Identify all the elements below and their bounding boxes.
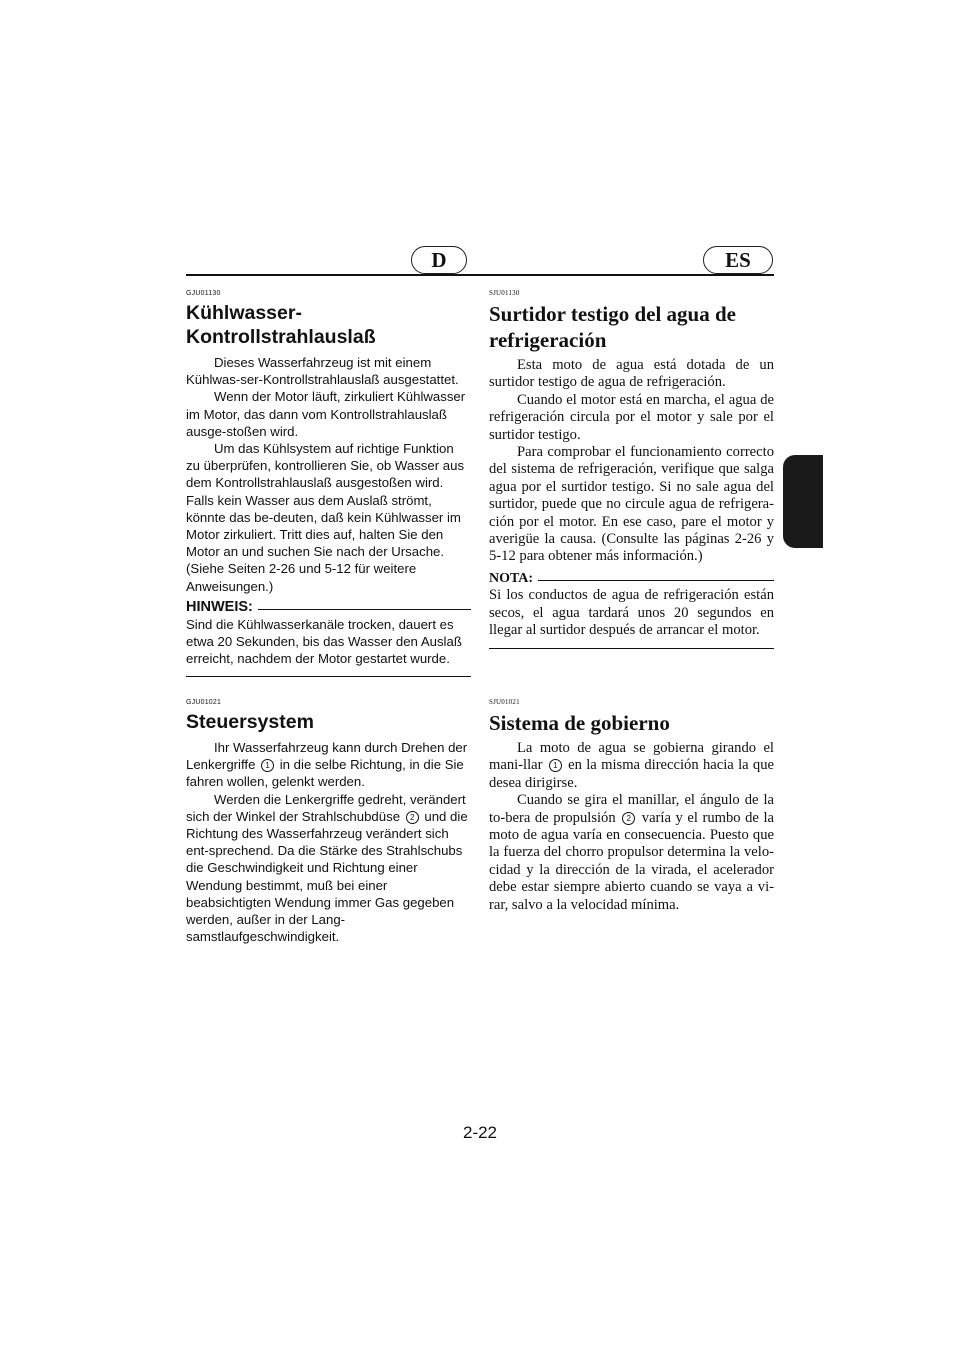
- spanish-section-steering: [489, 698, 774, 914]
- note-end-rule: [489, 648, 774, 649]
- language-badge-german: D: [411, 246, 467, 274]
- paragraph: Para comprobar el funcionamiento correcto del sistema de refrigeración, verifique que salga agua por el surtidor testigo. Si no sale agua del surtidor, puede que no circule agua de refrigera-ción por el motor. En ese caso, pare el motor y averigüe la causa. (Consulte las páginas 2-26 y 5-12 para obtener más información.): [489, 444, 774, 565]
- section-heading: Sistema de gobierno: [489, 711, 670, 735]
- section-code: GJU01130: [186, 290, 221, 297]
- note-heading: [186, 599, 471, 616]
- callout-1-icon: 1: [261, 759, 274, 772]
- german-section-steering: [186, 698, 471, 945]
- german-section-coolant-check: [186, 289, 471, 677]
- section-code: GJU01021: [186, 699, 222, 706]
- section-heading: Kühlwasser-Kontrollstrahlauslaß: [186, 302, 376, 348]
- note-rule: [258, 609, 471, 610]
- page-number: 2-22: [462, 1123, 498, 1142]
- section-heading: Surtidor testigo del agua de refrigeración: [489, 302, 736, 352]
- note-end-rule: [186, 676, 471, 677]
- paragraph: Cuando el motor está en marcha, el agua de refrigeración circula por el motor y sale por el surtidor testigo.: [489, 391, 774, 443]
- paragraph: Cuando se gira el manillar, el ángulo de la to-bera de propulsión 2 varía y el rumbo de la moto de agua varía en consecuencia. Puesto que la fuerza del chorro propulsor determina la velo-cidad y la dirección de la virada, el acelerador debe estar siempre abierto cuando se vaya a vi-rar, salvo a la velocidad mínima.: [489, 792, 774, 913]
- callout-2-icon: 2: [406, 811, 419, 824]
- paragraph: Werden die Lenkergriffe gedreht, verändert sich der Winkel der Strahlschubdüse 2 und die Richtung des Wasserfahrzeug verändert sich ent-sprechend. Da die Stärke des Strahlschubs die Geschwindigkeit und Richtung einer Wendung bestimmt, muß bei einer beabsichtigten Wendung immer Gas gegeben werden, außer in der Lang-samstlaufgeschwindigkeit.: [186, 791, 468, 945]
- callout-1-icon: 1: [549, 759, 562, 772]
- spanish-section-coolant-check: [489, 289, 774, 649]
- header-divider: [186, 274, 774, 276]
- note-label: HINWEIS:: [186, 598, 253, 615]
- chapter-thumb-tab: [783, 455, 823, 548]
- section-code: SJU01021: [489, 698, 520, 706]
- paragraph: La moto de agua se gobierna girando el mani-llar 1 en la misma dirección hacia la que desea dirigirse.: [489, 740, 774, 791]
- section-code: SJU01130: [489, 289, 520, 297]
- section-heading: Steuersystem: [186, 711, 314, 733]
- paragraph: Wenn der Motor läuft, zirkuliert Kühlwasser im Motor, das dann vom Kontrollstrahlauslaß ausge-stoßen wird.: [186, 389, 466, 439]
- paragraph: Ihr Wasserfahrzeug kann durch Drehen der Lenkergriffe 1 in die selbe Richtung, in die Sie fahren wollen, gelenkt werden.: [186, 740, 468, 790]
- paragraph: Esta moto de agua está dotada de un surtidor testigo de agua de refrigeración.: [489, 357, 774, 391]
- paragraph: Dieses Wasserfahrzeug ist mit einem Kühlwas-ser-Kontrollstrahlauslaß ausgestattet.: [186, 355, 459, 388]
- callout-2-icon: 2: [622, 812, 635, 825]
- note-text: Si los conductos de agua de refrigeración están secos, el agua tardará unos 20 segundos en llegar al surtidor después de arrancar el motor.: [489, 587, 774, 639]
- note-label: NOTA:: [489, 570, 534, 586]
- page-header: [186, 246, 774, 278]
- paragraph: Um das Kühlsystem auf richtige Funktion zu überprüfen, kontrollieren Sie, ob Wasser aus dem Kontrollstrahlauslaß ausgestoßen wird. Falls kein Wasser aus dem Auslaß strömt, könnte das be-deuten, daß kein Kühlwasser im Motor zirkuliert. Tritt dies auf, halten Sie den Motor an und suchen Sie nach der Ursache. (Siehe Seiten 2-26 und 5-12 für weitere Anweisungen.): [186, 441, 465, 594]
- note-text: Sind die Kühlwasserkanäle trocken, dauert es etwa 20 Sekunden, bis das Wasser den Auslaß erreicht, nachdem der Motor gestartet wurde.: [186, 617, 462, 667]
- note-heading: [489, 570, 774, 587]
- language-badge-spanish: ES: [703, 246, 773, 274]
- note-rule: [538, 580, 774, 581]
